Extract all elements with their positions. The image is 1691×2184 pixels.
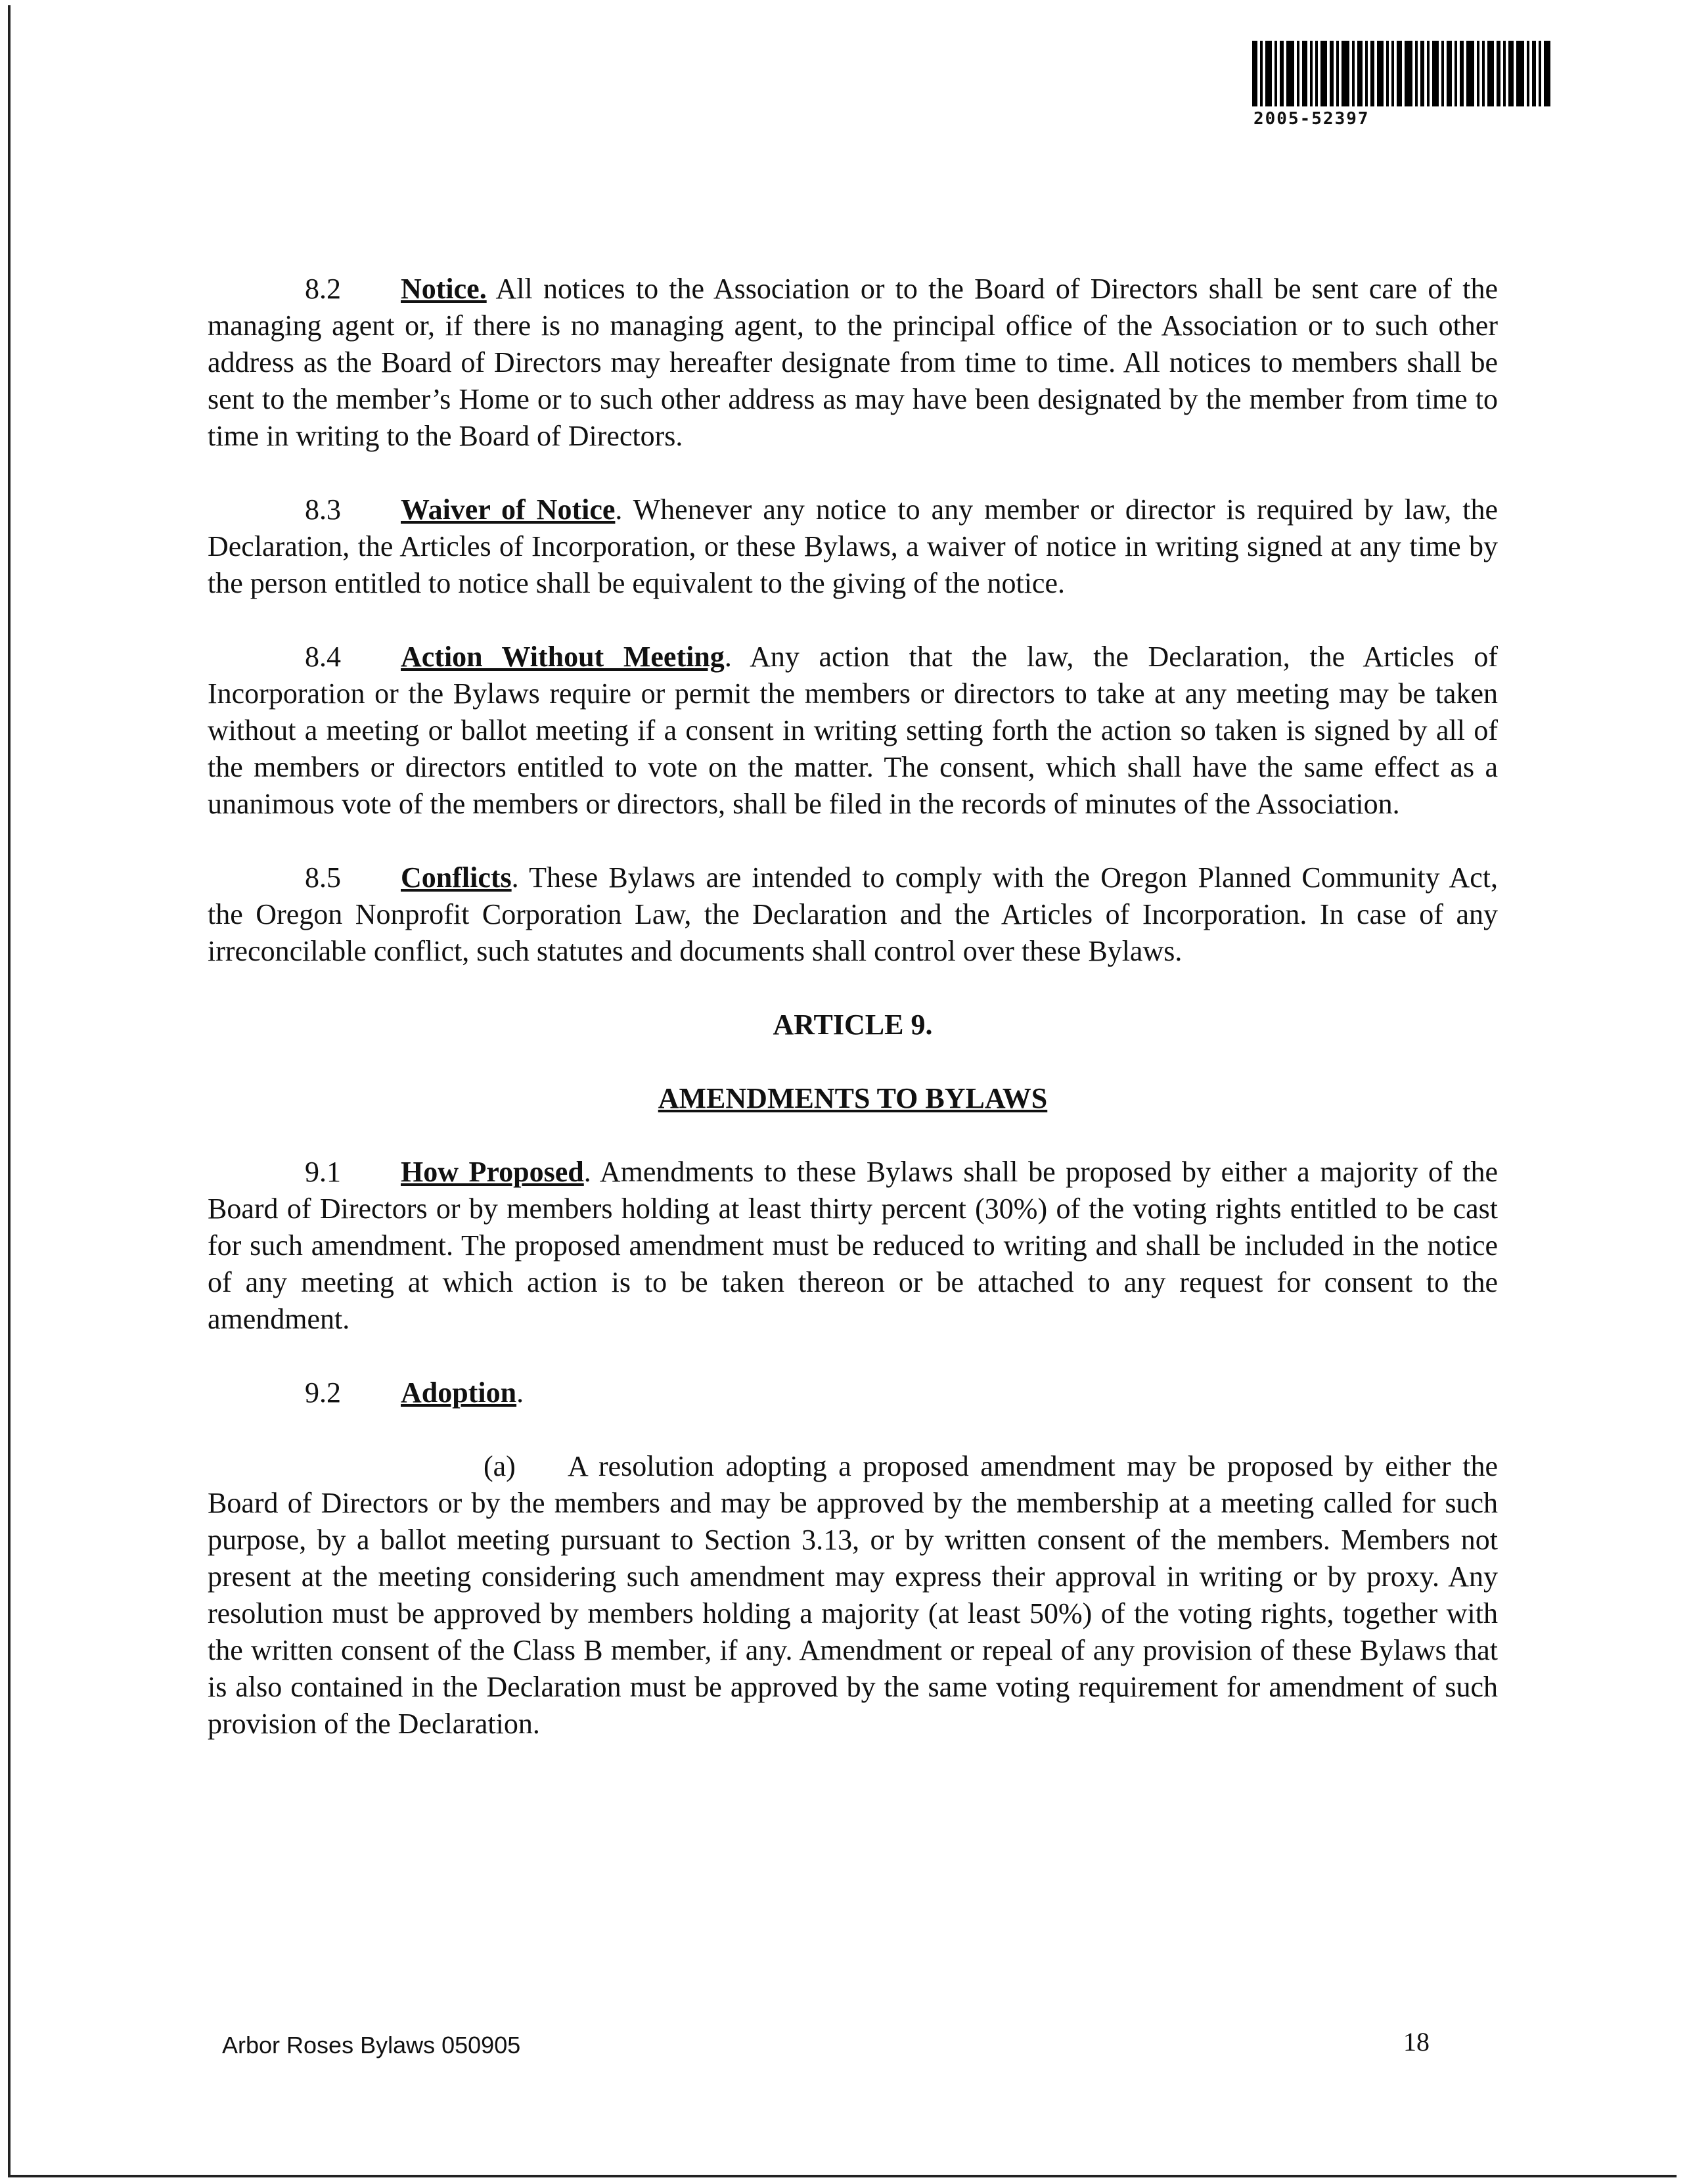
section-number: 8.3 (305, 493, 341, 526)
section-title: Conflicts (401, 861, 512, 894)
section-number: 9.1 (305, 1156, 341, 1188)
section-body: Whenever any notice to any member or director is required by law, the Declaration, the Articles of Incorporation, or these Bylaws, a waiver of notice in writing signed at any time by the person entitled to notice shall be equivalent to the giving of the notice. (208, 493, 1498, 599)
section-body: All notices to the Association or to the Board of Directors shall be sent care of the managing agent or, if there is no managing agent, to the principal office of the Association or to such other address as the Board of Directors may hereafter designate from time to time. All notices to members shall be sent to the member’s Home or to such other address as may have been designated by the member from time to time in writing to the Board of Directors. (208, 273, 1499, 452)
document-body (208, 271, 1498, 1742)
section-title: Waiver of Notice (401, 493, 616, 526)
section-title: How Proposed (401, 1156, 584, 1188)
section-title: Adoption (401, 1376, 517, 1409)
footer-page-number: 18 (1403, 2027, 1430, 2057)
article-label: ARTICLE 9. (773, 1009, 933, 1041)
section-8-3: 8.3 Waiver of Notice. Whenever any notice to any member or director is required by law, the Declaration, the Articles of Incorporation, or these Bylaws, a waiver of notice in writing signed at any time by the person entitled to notice shall be equivalent to the giving of the notice. (208, 491, 1498, 602)
section-9-1: 9.1 How Proposed. Amendments to these Bylaws shall be proposed by either a majority of the Board of Directors or by members holding at least thirty percent (30%) of the voting rights entitled to be cast for such amendment. The proposed amendment must be reduced to writing and shall be included in the notice of any meeting at which action is to be taken thereon or be attached to any request for consent to the amendment. (208, 1154, 1498, 1338)
section-body: These Bylaws are intended to comply with the Oregon Planned Community Act, the Oregon Nonprofit Corporation Law, the Declaration and the Articles of Incorporation. In case of any irreconcilable conflict, such statutes and documents shall control over these Bylaws. (208, 861, 1498, 967)
section-title: Notice. (401, 273, 487, 305)
section-8-5: 8.5 Conflicts. These Bylaws are intended to comply with the Oregon Planned Community Act, the Oregon Nonprofit Corporation Law, the Declaration and the Articles of Incorporation. In case of any irreconcilable conflict, such statutes and documents shall control over these Bylaws. (208, 859, 1498, 970)
section-9-2-a (208, 1448, 1498, 1742)
barcode-icon (1252, 41, 1554, 106)
section-number: 8.4 (305, 641, 341, 673)
section-8-4: 8.4 Action Without Meeting. Any action that the law, the Declaration, the Articles of Incorporation or the Bylaws require or permit the members or directors to take at any meeting may be taken without a meeting or ballot meeting if a consent in writing setting forth the action so taken is signed by all of the members or directors entitled to vote on the matter. The consent, which shall have the same effect as a unanimous vote of the members or directors, shall be filed in the records of minutes of the Association. (208, 639, 1498, 823)
article-title: AMENDMENTS TO BYLAWS (658, 1082, 1048, 1114)
document-number: 2005-52397 (1253, 109, 1370, 129)
section-number: 8.2 (305, 273, 341, 305)
section-body: Amendments to these Bylaws shall be proposed by either a majority of the Board of Directors or by members holding at least thirty percent (30%) of the voting rights entitled to be cast for such amendment. The proposed amendment must be reduced to writing and shall be included in the notice of any meeting at which action is to be taken thereon or be attached to any request for consent to the amendment. (208, 1156, 1498, 1335)
section-number: 8.5 (305, 861, 341, 894)
section-body: Any action that the law, the Declaration, the Articles of Incorporation or the Bylaws require or permit the members or directors to take at any meeting may be taken without a meeting or ballot meeting if a consent in writing setting forth the action so taken is signed by all of the members or directors entitled to vote on the matter. The consent, which shall have the same effect as a unanimous vote of the members or directors, shall be filed in the records of minutes of the Association. (208, 641, 1499, 820)
recording-barcode (1252, 41, 1554, 129)
section-title: Action Without Meeting (401, 641, 725, 673)
section-number: 9.2 (305, 1376, 341, 1409)
section-8-2 (208, 271, 1498, 455)
footer-document-name: Arbor Roses Bylaws 050905 (222, 2032, 521, 2059)
section-9-2: 9.2 Adoption. (208, 1375, 1498, 1411)
subsection-body: A resolution adopting a proposed amendment may be proposed by either the Board of Directors or by the members and may be approved by the membership at a meeting called for such purpose, by a ballot meeting pursuant to Section 3.13, or by written consent of the members. Members not present at the meeting considering such amendment may express their approval in writing or by proxy. Any resolution must be approved by members holding a majority (at least 50%) of the voting rights, together with the written consent of the Class B member, if any. Amendment or repeal of any provision of these Bylaws that is also contained in the Declaration must be approved by the same voting requirement for amendment of such provision of the Declaration. (208, 1450, 1498, 1740)
subsection-label: (a) (484, 1450, 516, 1482)
